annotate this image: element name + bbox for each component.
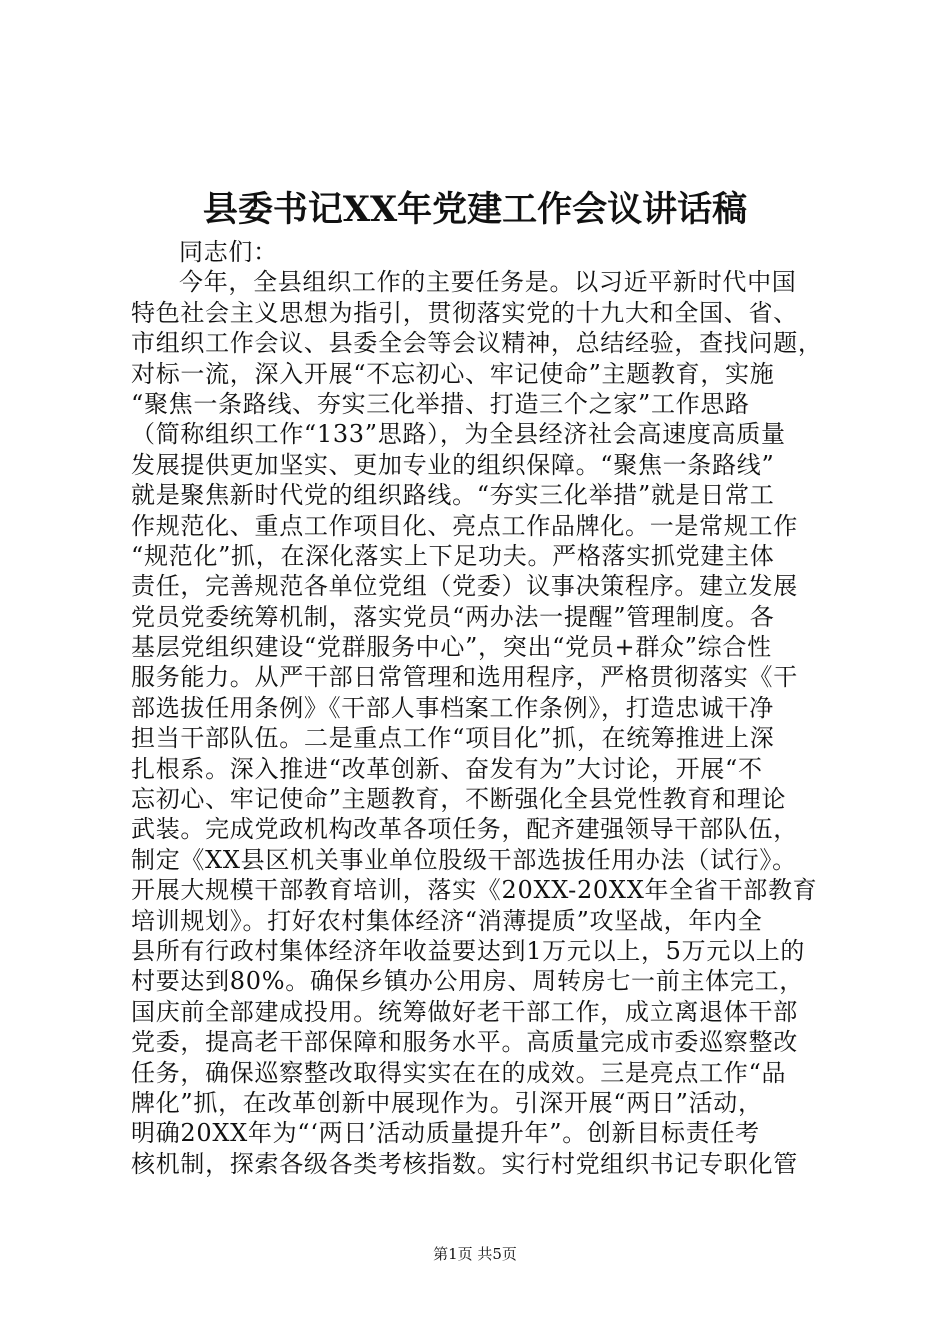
paragraph-line: 培训规划》。打好农村集体经济“消薄提质”攻坚战，年内全 <box>131 906 763 935</box>
paragraph-line: 县所有行政村集体经济年收益要达到1万元以上，5万元以上的 <box>131 936 806 965</box>
paragraph-line: 责任，完善规范各单位党组（党委）议事决策程序。建立发展 <box>131 572 798 601</box>
paragraph-line: 核机制，探索各级各类考核指数。实行村党组织书记专职化管 <box>131 1149 798 1178</box>
paragraph-line: “规范化”抓，在深化落实上下足功夫。严格落实抓党建主体 <box>131 541 775 570</box>
paragraph-line: 忘初心、牢记使命”主题教育，不断强化全县党性教育和理论 <box>131 785 787 814</box>
document-body <box>131 237 851 1179</box>
paragraph-line: 开展大规模干部教育培训，落实《20XX-20XX年全省干部教育 <box>131 876 818 905</box>
paragraph-line: （简称组织工作“133”思路），为全县经济社会高速度高质量 <box>131 420 786 449</box>
paragraph-line: “聚焦一条路线、夯实三化举措、打造三个之家”工作思路 <box>131 389 750 418</box>
paragraph-line: 担当干部队伍。二是重点工作“项目化”抓，在统筹推进上深 <box>131 724 775 753</box>
paragraph-line: 特色社会主义思想为指引，贯彻落实党的十九大和全国、省、 <box>131 298 798 327</box>
paragraph-line: 牌化”抓，在改革创新中展现作为。引深开展“两日”活动， <box>131 1088 763 1117</box>
paragraph-line: 武装。完成党政机构改革各项任务，配齐建强领导干部队伍， <box>131 815 798 844</box>
paragraph-line: 部选拔任用条例》《干部人事档案工作条例》，打造忠诚干净 <box>131 693 774 722</box>
salutation: 同志们： <box>179 238 278 266</box>
paragraph-line: 村要达到80%。确保乡镇办公用房、周转房七一前主体完工， <box>131 967 804 996</box>
paragraph-line: 服务能力。从严干部日常管理和选用程序，严格贯彻落实《干 <box>131 663 798 692</box>
paragraph-line: 就是聚焦新时代党的组织路线。“夯实三化举措”就是日常工 <box>131 481 775 510</box>
paragraph-line: 制定《XX县区机关事业单位股级干部选拔任用办法（试行》。 <box>131 845 797 874</box>
paragraph-line: 对标一流，深入开展“不忘初心、牢记使命”主题教育，实施 <box>131 359 775 388</box>
page-number-footer: 第1页 共5页 <box>433 1245 517 1263</box>
paragraph-line: 党委，提高老干部保障和服务水平。高质量完成市委巡察整改 <box>131 1028 798 1057</box>
paragraph-line: 今年，全县组织工作的主要任务是。以习近平新时代中国 <box>179 268 797 297</box>
paragraph-line: 作规范化、重点工作项目化、亮点工作品牌化。一是常规工作 <box>131 511 798 540</box>
paragraph-line: 基层党组织建设“党群服务中心”，突出“党员+群众”综合性 <box>131 633 772 662</box>
paragraph-line: 党员党委统筹机制，落实党员“两办法一提醒”管理制度。各 <box>131 602 775 631</box>
paragraph-line: 任务，确保巡察整改取得实实在在的成效。三是亮点工作“品 <box>131 1058 787 1087</box>
document-title: 县委书记XX年党建工作会议讲话稿 <box>202 189 748 230</box>
paragraph-line: 市组织工作会议、县委全会等会议精神，总结经验，查找问题， <box>131 329 823 358</box>
paragraph-line: 扎根系。深入推进“改革创新、奋发有为”大讨论，开展“不 <box>131 754 763 783</box>
paragraph-line: 发展提供更加坚实、更加专业的组织保障。“聚焦一条路线” <box>131 450 775 479</box>
paragraph-line: 国庆前全部建成投用。统筹做好老干部工作，成立离退体干部 <box>131 997 798 1026</box>
paragraph-line: 明确20XX年为“‘两日’活动质量提升年”。创新目标责任考 <box>131 1119 760 1148</box>
